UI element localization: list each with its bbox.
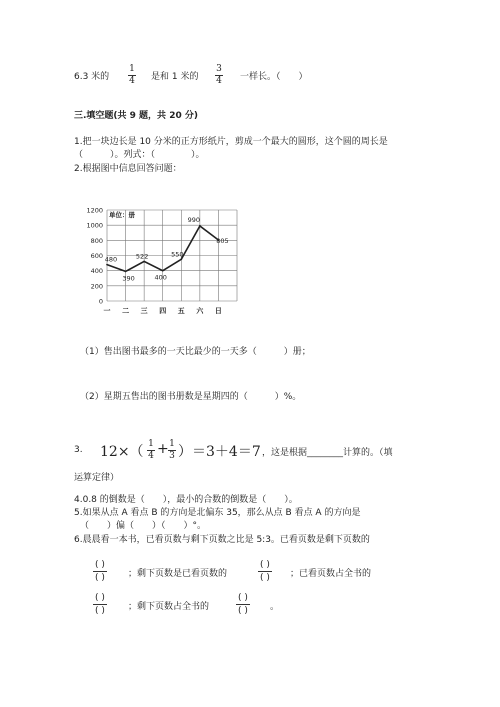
data-label: 400	[154, 273, 167, 282]
p6-blank-fraction-2	[258, 560, 272, 583]
y-tick-label: 1000	[86, 221, 103, 230]
p6-blank-fraction-3	[93, 593, 107, 616]
p6-text-1: ；剩下页数是已看页数的	[128, 569, 228, 579]
q1-text-c: 一样长。（ ）	[240, 72, 308, 82]
x-tick-label: 二	[122, 307, 130, 315]
p6-blank-num-2: ( )	[260, 560, 270, 570]
p3-line2: 运算定律）	[74, 473, 120, 483]
data-point	[106, 264, 108, 266]
data-point	[162, 270, 164, 272]
data-label: 480	[104, 255, 118, 264]
data-point	[180, 258, 182, 260]
p6-blank-den-3: ( )	[95, 606, 105, 616]
p6-end: 。	[270, 602, 280, 612]
q1-frac2-denominator: 4	[216, 76, 222, 86]
p3-frac1-denominator: 4	[148, 451, 154, 461]
p3-fraction-1	[147, 439, 155, 462]
x-tick-label: 一	[103, 307, 111, 315]
data-point	[143, 261, 145, 263]
x-tick-label: 四	[159, 307, 167, 315]
p6-blank-fraction-1	[93, 560, 107, 583]
data-point	[125, 271, 127, 273]
data-point	[199, 225, 201, 227]
p3-number: 3.	[74, 445, 83, 455]
p3-expr-b: ）＝3＋4＝7	[178, 444, 261, 460]
p3-fraction-2	[168, 439, 176, 462]
p6-line1: 6.晨晨看一本书，已看页数与剩下页数之比是 5:3。已看页数是剩下页数的	[74, 535, 370, 545]
q1-text-a: 6.3 米的	[74, 72, 110, 82]
p3-expr-a: 12×（	[100, 444, 144, 460]
p4-text: 4.0.8 的倒数是（ ），最小的合数的倒数是（ ）。	[74, 495, 298, 505]
p2-sub1: （1）售出图书最多的一天比最少的一天多（ ）册；	[80, 347, 311, 357]
y-tick-label: 1200	[86, 206, 103, 215]
y-tick-label: 600	[90, 252, 103, 260]
line-chart	[80, 195, 250, 325]
data-label: 390	[122, 274, 135, 283]
p2-title: 2.根据图中信息回答问题：	[74, 164, 182, 174]
x-tick-label: 日	[214, 307, 222, 315]
p6-text-3: ；剩下页数占全书的	[128, 602, 210, 612]
q1-fraction-1	[128, 64, 136, 87]
p3-frac2-numerator: 1	[169, 439, 175, 449]
p6-blank-den-1: ( )	[95, 573, 105, 583]
q1-fraction-2	[215, 64, 223, 87]
data-label: 522	[135, 252, 149, 261]
p5-line1: 5.如果从点 A 看点 B 的方向是北偏东 35，那么从点 B 看点 A 的方向是	[74, 508, 361, 518]
y-tick-label: 400	[90, 267, 103, 276]
q1-text-b: 是和 1 米的	[151, 72, 199, 82]
p3-text: ，这是根据________计算的。（填	[262, 448, 393, 458]
p6-blank-fraction-4	[236, 593, 250, 616]
q1-frac1-denominator: 4	[129, 76, 135, 86]
p6-blank-num-1: ( )	[95, 560, 105, 570]
p3-frac1-numerator: 1	[148, 439, 154, 449]
x-tick-label: 六	[196, 307, 204, 315]
y-tick-label: 800	[90, 236, 103, 245]
p3-plus: +	[157, 441, 169, 457]
p1-line1: 1.把一块边长是 10 分米的正方形纸片，剪成一个最大的圆形，这个圆的周长是	[74, 137, 388, 147]
p6-blank-den-4: ( )	[238, 606, 248, 616]
p2-sub2: （2）星期五售出的图书册数是星期四的（ ）%。	[80, 392, 302, 402]
p1-line2: （ ）。列式：（ ）。	[74, 150, 205, 160]
data-label: 550	[171, 250, 184, 259]
q1-frac1-numerator: 1	[129, 64, 135, 74]
p3-frac2-denominator: 3	[169, 451, 175, 461]
section-title: 三.填空题(共 9 题，共 20 分)	[74, 111, 198, 121]
y-tick-label: 200	[90, 282, 103, 291]
y-tick-label: 0	[98, 297, 103, 306]
p6-blank-num-4: ( )	[238, 593, 248, 603]
p5-line2: （ ）偏（ ）（ ）°。	[80, 521, 207, 531]
chart-unit-label: 单位：册	[109, 211, 135, 219]
data-label: 805	[216, 236, 229, 245]
p6-blank-num-3: ( )	[95, 593, 105, 603]
data-label: 990	[187, 215, 201, 224]
x-tick-label: 五	[177, 307, 185, 315]
p6-blank-den-2: ( )	[260, 573, 270, 583]
p6-text-2: ；已看页数占全书的	[290, 569, 372, 579]
x-tick-label: 三	[140, 307, 148, 315]
q1-frac2-numerator: 3	[216, 64, 222, 74]
